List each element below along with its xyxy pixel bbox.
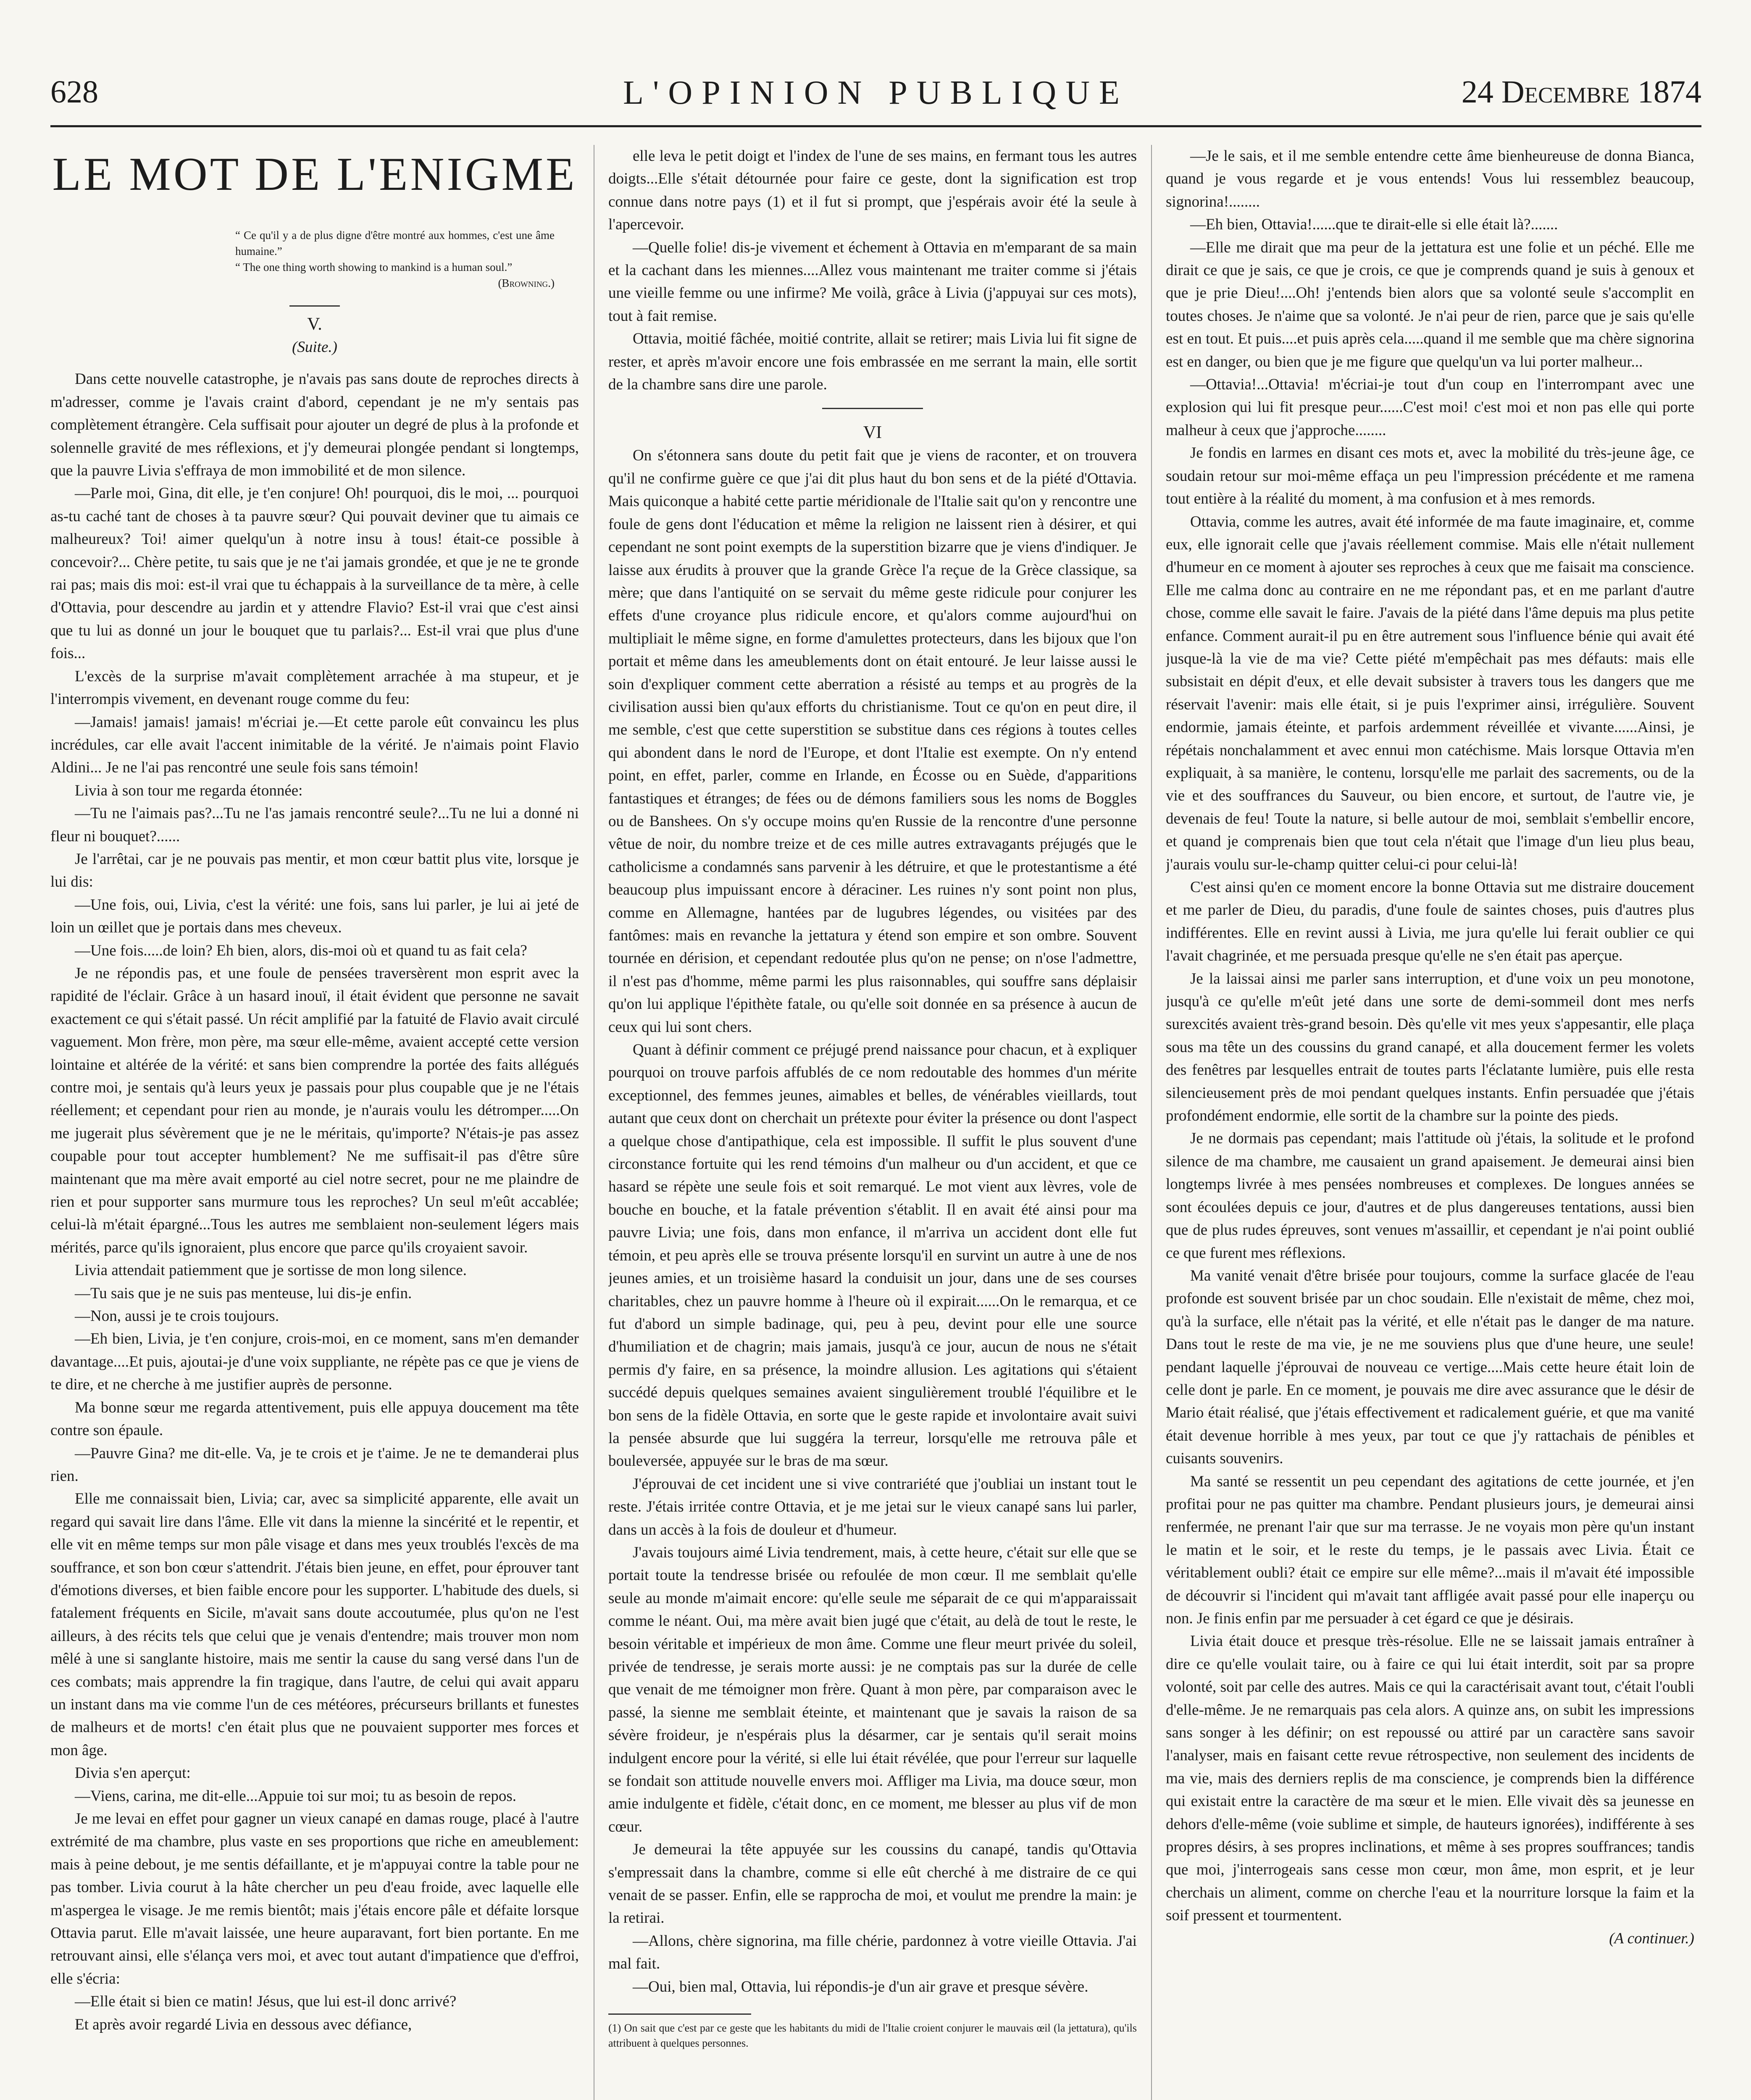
paragraph: On s'étonnera sans doute du petit fait que je viens de raconter, et on trouvera qu'il ne confirme guère ce que j'ai dit plus haut du bon sens et de la piété d'Ottavia. Mais quiconque a habité cette partie méridionale de l'Italie sait qu'on y rencontre une foule de gens dont l'éducation et même la religion ne laissent rien à désirer, et qui cependant ne sont point exempts de la superstition bizarre que je viens d'indiquer. Je laisse aux érudits à prouver que la grande Grèce l'a reçue de la Grèce classique, sa mère; que dans l'antiquité on se servait du même geste ridicule pour conjurer les effets d'une croyance plus ridicule encore, et qu'alors comme aujourd'hui on multipliait le même signe, en forme d'amulettes protecteurs, dans les bijoux que l'on portait et même dans les ameublements dont on était entouré. Je leur laisse aussi le soin d'expliquer comment cette aberration a résisté au temps et au progrès de la civilisation aussi bien qu'aux efforts du christianisme. Tout ce qu'on en peut dire, il me semble, c'est que cette superstition se substitue dans ces régions à toutes celles qui abondent dans le nord de l'Europe, et dont l'Italie est exempte. On n'y entend point, en effet, parler, comme en Irlande, en Écosse ou en Suède, d'apparitions fantastiques et étranges; de fées ou de démons familiers sous les noms de Boggles ou de Banshees. On s'y occupe moins qu'en Russie de la rencontre d'une personne vêtue de noir, du nombre treize et de ces mille autres extravagants préjugés que le catholicisme a condamnés sans parvenir à les détruire, et que le protestantisme a été beaucoup plus impuissant encore à déraciner. Les ruines n'y sont point non plus, comme en Allemagne, hantées par de lugubres légendes, ou visitées par des fantômes: mais en revanche la jettatura y étend son empire et son ombre. Souvent tournée en dérision, et cependant redoutée plus qu'on ne pense; on n'ose l'admettre, il n'est pas d'homme, même parmi les plus raisonnables, qui souffre sans déplaisir qu'on lui applique l'épithète fatale, ou qu'elle soit donnée en sa présence à aucun de ceux qui lui sont chers.	[608, 447, 1137, 1036]
paragraph: —Allons, chère signorina, ma fille chérie, pardonnez à votre vieille Ottavia. J'ai mal fait.	[608, 1932, 1137, 1973]
paragraph: Elle me connaissait bien, Livia; car, avec sa simplicité apparente, elle avait un regard qui savait lire dans l'âme. Elle vit dans la mienne la sincérité et le repentir, et elle vit en même temps sur mon pâle visage et dans mes yeux troublés l'excès de ma souffrance, et son bon cœur s'attendrit. J'étais bien jeune, en effet, pour éprouver tant d'émotions diverses, et bien faible encore pour les supporter. L'habitude des duels, si fatalement fréquents en Sicile, m'avait sans doute accoutumée, plus qu'on ne l'est ailleurs, à des récits tels que celui que je venais d'entendre; mais trouver mon nom mêlé à une si sanglante histoire, mais me sentir la cause du sang versé dans l'un de ces combats; mais apprendre la fin tragique, dans l'autre, de celui qui avait apparu un instant dans ma vie comme l'un de ces météores, précurseurs brillants et funestes de malheurs et de morts! c'en était plus que ne pouvaient supporter mes forces et mon âge.	[50, 1490, 579, 1759]
paragraph: elle leva le petit doigt et l'index de l'une de ses mains, en fermant tous les autres doigts...Elle s'était détournée pour faire ce geste, dont la signification est trop connue dans notre pays (1) et il fut si prompt, que j'espérais avoir été la seule à l'apercevoir.	[608, 147, 1137, 234]
paragraph: —Tu ne l'aimais pas?...Tu ne l'as jamais rencontré seule?...Tu ne lui a donné ni fleur ni bouquet?......	[50, 805, 579, 845]
article-title: LE MOT DE L'ENIGME	[52, 148, 577, 200]
paragraph: —Elle était si bien ce matin! Jésus, que lui est-il donc arrivé?	[75, 1993, 457, 2011]
chapter-number: V.	[307, 315, 322, 334]
column-2	[608, 145, 1137, 2100]
footnote: (1) On sait que c'est par ce geste que les habitants du midi de l'Italie croient conjurer le mauvais œil (la jettatura), qu'ils attribuent à quelques personnes.	[608, 2022, 1137, 2050]
paragraph: Je ne répondis pas, et une foule de pensées traversèrent mon esprit avec la rapidité de l'éclair. Grâce à un hasard inouï, il était évident que personne ne savait exactement ce qui s'était passé. Un récit amplifié par la fatuité de Flavio avait circulé vaguement. Mon frère, mon père, ma sœur elle-même, avaient accepté cette version lointaine et altérée de la vérité: et sans bien comprendre la portée des faits allégués contre moi, je sentais qu'à leurs yeux je passais pour plus coupable que je ne l'étais réellement; et cependant pour rien au monde, je n'aurais voulu les détromper.....On me jugerait plus sévèrement que je ne le méritais, qu'importe? N'étais-je pas assez coupable pour tout accepter humblement? Ne me suffisait-il pas d'être sûre maintenant que ma mère avait emporté au ciel notre secret, pour ne me plaindre de rien et pour supporter sans murmure tous les reproches? Un seul m'eût accablée; celui-là m'était épargné...Tous les autres me semblaient non-seulement légers mais mérités, parce qu'ils ignoraient, plus encore que parce qu'ils croyaient savoir.	[50, 964, 579, 1256]
page-header	[50, 74, 1701, 120]
paragraph: Je l'arrêtai, car je ne pouvais pas mentir, et mon cœur battit plus vite, lorsque je lui dis:	[50, 850, 579, 891]
paragraph: —Tu sais que je ne suis pas menteuse, lui dis-je enfin.	[75, 1284, 412, 1302]
paragraph: Quant à définir comment ce préjugé prend naissance pour chacun, et à expliquer pourquoi on trouve parfois affublés de ce nom redoutable des hommes d'un mérite exceptionnel, des femmes jeunes, aimables et belles, de vénérables vieillards, tout autant que ceux dont on cherchait un prétexte pour éviter la présence ou dont l'aspect a quelque chose d'antipathique, cela est impossible. Il suffit le plus souvent d'une circonstance fortuite qui les rend témoins d'un malheur ou d'un accident, et que ce hasard se répète une seule fois et soit remarqué. Le mot vient aux lèvres, vole de bouche en bouche, et la fatale prévention s'établit. Il en avait été ainsi pour ma pauvre Livia; une fois, dans mon enfance, il m'arriva un accident dont elle fut témoin, et peu après elle se trouva présente lorsqu'il en survint un autre à une de nos jeunes amies, et un troisième hasard la conduisit un jour, dans une de ses courses charitables, chez un pauvre homme à l'heure où il expirait......On le remarqua, et ce fut d'abord un simple badinage, qui, peu à peu, devint pour elle une source d'humiliation et de chagrin; mais jamais, jusqu'à ce jour, aucun de nous ne s'était permis d'y faire, en sa présence, la moindre allusion. Les agitations qui s'étaient succédé depuis quelques semaines avaient singulièrement troublé l'équilibre et le bon sens de la fidèle Ottavia, en sorte que le geste rapide et involontaire avait suivi la pensée absurde que lui suggéra la terreur, lorsqu'elle me retrouva pâle et bouleversée, appuyée sur le bras de ma sœur.	[608, 1041, 1137, 1470]
paragraph: J'éprouvai de cet incident une si vive contrariété que j'oubliai un instant tout le reste. J'étais irritée contre Ottavia, et je me jetai sur le vieux canapé sans lui parler, dans un accès à la fois de douleur et d'humeur.	[608, 1475, 1137, 1538]
paragraph: Et après avoir regardé Livia en dessous avec défiance,	[75, 2016, 412, 2033]
paragraph: —Eh bien, Ottavia!......que te dirait-elle si elle était là?.......	[1190, 216, 1558, 234]
paragraph: —Une fois.....de loin? Eh bien, alors, dis-moi où et quand tu as fait cela?	[75, 942, 527, 959]
paragraph: —Elle me dirait que ma peur de la jettatura est une folie et un péché. Elle me dirait ce que je sais, ce que je crois, ce que je comprends quand je suis à genoux et que je prie Dieu!....Oh! j'entends bien alors que sa volonté seule s'accomplit en toutes choses. Je n'aime que sa volonté. Je n'ai peur de rien, parce que je sais qu'elle est en tout. Et puis....et puis après cela.....quand il me semble que ma chère signorina est en danger, ou bien que je me figure que quelqu'un va lui porter malheur...	[1166, 239, 1694, 370]
paragraph: —Ottavia!...Ottavia! m'écriai-je tout d'un coup en l'interrompant avec une explosion qui lui fit presque peur......C'est moi! c'est moi et non pas elle qui porte malheur à ceux que j'approche........	[1166, 376, 1694, 439]
paragraph: Ma vanité venait d'être brisée pour toujours, comme la surface glacée de l'eau profonde est souvent brisée par un choc soudain. Elle n'existait de même, chez moi, qu'à la surface, elle n'était pas la vérité, et elle n'était pas le danger de ma nature. Dans tout le reste de ma vie, je ne me souviens plus que d'une heure, une seule! pendant laquelle j'éprouvai de nouveau ce vertige....Mais cette heure était loin de celle dont je parle. En ce moment, je pouvais me dire avec assurance que le désir de Mario était réalisé, que j'étais effectivement et radicalement guérie, et que ma vanité était devenue horrible à mes yeux, par tout ce que j'y rattachais de pénibles et cuisants souvenirs.	[1166, 1267, 1694, 1467]
paragraph: Dans cette nouvelle catastrophe, je n'avais pas sans doute de reproches directs à m'adresser, comme je l'avais craint d'abord, cependant je ne m'y sentais pas complètement étrangère. Cela suffisait pour ajouter un degré de plus à la profonde et solennelle gravité de mes réflexions, et j'y demeurai plongée pendant si longtemps, que la pauvre Livia s'effraya de mon immobilité et de mon silence.	[50, 370, 579, 480]
epigraph-english: “ The one thing worth showing to mankind is a human soul.”	[235, 261, 513, 273]
paragraph: L'excès de la surprise m'avait complètement arrachée à ma stupeur, et je l'interrompis vivement, en devenant rouge comme du feu:	[50, 667, 579, 708]
paragraph: —Je le sais, et il me semble entendre cette âme bienheureuse de donna Bianca, quand je vous regarde et je vous entends! Vous lui ressemblez beaucoup, signorina!........	[1166, 147, 1694, 210]
page-number: 628	[50, 74, 98, 110]
paragraph: —Jamais! jamais! jamais! m'écriai je.—Et cette parole eût convaincu les plus incrédules, car elle avait l'accent inimitable de la vérité. Je n'aimais point Flavio Aldini... Je ne l'ai pas rencontré une seule fois sans témoin!	[50, 713, 579, 777]
paragraph: Livia à son tour me regarda étonnée:	[75, 782, 303, 799]
epigraph-french: “ Ce qu'il y a de plus digne d'être montré aux hommes, c'est une âme humaine.”	[235, 229, 555, 257]
column-3-body	[1166, 145, 1694, 1927]
paragraph: Ma bonne sœur me regarda attentivement, puis elle appuya doucement ma tête contre son épaule.	[50, 1399, 579, 1439]
epigraph-source: (Browning.)	[498, 277, 555, 289]
column-1	[50, 145, 579, 2100]
paragraph: —Oui, bien mal, Ottavia, lui répondis-je d'un air grave et presque sévère.	[633, 1978, 1088, 1995]
chapter-suite: (Suite.)	[292, 339, 337, 356]
issue-date: 24 Decembre 1874	[1461, 74, 1701, 110]
chapter-rule	[822, 408, 923, 409]
paragraph: —Viens, carina, me dit-elle...Appuie toi sur moi; tu as besoin de repos.	[75, 1787, 517, 1805]
paragraph: Je demeurai la tête appuyée sur les coussins du canapé, tandis qu'Ottavia s'empressait dans la chambre, comme si elle eût cherché à me distraire de ce qui venait de se passer. Enfin, elle se rapprocha de moi, et voulut me prendre la main: je la retirai.	[608, 1841, 1137, 1927]
column-2-body	[608, 444, 1137, 1998]
paragraph: —Non, aussi je te crois toujours.	[75, 1307, 279, 1325]
epigraph	[235, 227, 555, 291]
paragraph: —Pauvre Gina? me dit-elle. Va, je te crois et je t'aime. Je ne te demanderai plus rien.	[50, 1444, 579, 1485]
paragraph: Je la laissai ainsi me parler sans interruption, et d'une voix un peu monotone, jusqu'à ce qu'elle m'eût jeté dans une sorte de demi-sommeil dont mes nerfs surexcités avaient très-grand besoin. Dès qu'elle vit mes yeux s'appesantir, elle plaça sous ma tête un des coussins du grand canapé, et alla doucement fermer les volets des fenêtres par lesquelles entrait de toutes parts l'éclatante lumière, puis elle resta silencieusement près de moi pendant quelques instants. Enfin persuadée que j'étais profondément endormie, elle sortit de la chambre sur la pointe des pieds.	[1166, 970, 1694, 1125]
paragraph: Divia s'en aperçut:	[75, 1764, 191, 1782]
paragraph: Livia attendait patiemment que je sortisse de mon long silence.	[75, 1262, 467, 1279]
chapter-number: VI	[863, 423, 882, 443]
paragraph: Livia était douce et presque très-résolue. Elle ne se laissait jamais entraîner à dire ce qu'elle voulait taire, ou à faire ce qui lui était interdit, soit par sa propre volonté, soit par celle des autres. Mais ce qui la caractérisait avant tout, c'était l'oubli d'elle-même. Je ne remarquais pas cela alors. A quinze ans, on subit les impressions sans songer à les définir; on est repoussé ou attiré par un caractère sans savoir l'analyser, mais en faisant cette revue rétrospective, non seulement des incidents de ma vie, mais des derniers replis de ma conscience, je comprends bien la différence qui existait entre la caractère de ma sœur et le mien. Elle vivait dès sa jeunesse en dehors d'elle-même (voie sublime et simple, de hauteurs ignorées), indifférente à ses propres désirs, à ses propres inclinations, et même à ses propres souffrances; tandis que moi, j'interrogeais sans cesse mon cœur, mon âme, mon esprit, et je leur cherchais un aliment, comme on cherche l'eau et la nourriture lorsque la faim et la soif pressent et tourmentent.	[1166, 1633, 1694, 1924]
paragraph: Ottavia, moitié fâchée, moitié contrite, allait se retirer; mais Livia lui fit signe de rester, et après m'avoir encore une fois embrassée en me serrant la main, elle sortit de la chambre sans dire une parole.	[608, 330, 1137, 394]
journal-title: L'OPINION PUBLIQUE	[623, 74, 1129, 111]
header-rule	[50, 125, 1701, 127]
paragraph: J'avais toujours aimé Livia tendrement, mais, à cette heure, c'était sur elle que se portait toute la tendresse brisée ou refoulée de mon cœur. Il me semblait qu'elle seule au monde m'aimait encore: qu'elle seule me séparait de ce qui m'apparaissait comme le néant. Oui, ma mère avait bien jugé que c'était, au delà de tout le reste, le besoin véritable et impérieux de mon âme. Comme une fleur meurt privée du soleil, privée de tendresse, je serais morte aussi: je ne comptais pas sur la durée de celle que venait de me témoigner mon frère. Quant à mon père, par comparaison avec le passé, la sienne me semblait éteinte, et maintenant que je savais la raison de sa sévère froideur, je n'espérais plus la désarmer, car je sentais qu'il serait moins indulgent encore pour la vérité, si elle lui était révélée, que pour l'erreur sur laquelle se fondait son attitude nouvelle envers moi. Affliger ma Livia, ma douce sœur, mon amie indulgente et fidèle, c'était donc, en ce moment, me blesser au plus vif de mon cœur.	[608, 1544, 1137, 1835]
paragraph: —Quelle folie! dis-je vivement et échement à Ottavia en m'emparant de sa main et la cachant dans les miennes....Allez vous maintenant me traiter comme si j'étais une vieille femme ou une infirme? Me voilà, grâce à Livia (j'appuyai sur ces mots), tout à fait remise.	[608, 239, 1137, 325]
column-3	[1166, 145, 1694, 2100]
paragraph: C'est ainsi qu'en ce moment encore la bonne Ottavia sut me distraire doucement et me parler de Dieu, du paradis, d'une foule de saintes choses, puis d'autres plus indifférentes. Elle en revint aussi à Livia, me jura qu'elle lui ferait oublier ce qui l'avait chagrinée, et me persuada presque qu'elle ne s'en était pas aperçue.	[1166, 879, 1694, 965]
footnote-rule	[608, 2013, 751, 2015]
column-1-body	[50, 368, 579, 2036]
paragraph: —Une fois, oui, Livia, c'est la vérité: une fois, sans lui parler, je lui ai jeté de loin un œillet que je portais dans mes cheveux.	[50, 896, 579, 937]
column-2-top	[608, 145, 1137, 396]
paragraph: Ottavia, comme les autres, avait été informée de ma faute imaginaire, et, comme eux, elle ignorait celle que j'avais réellement commise. Mais elle n'était nullement d'humeur en ce moment à ajouter ses reproches à ceux que me faisait ma conscience. Elle me calma donc au contraire en ne me répondant pas, et en me parlant d'autre chose, comme elle savait le faire. J'avais de la piété dans l'âme depuis ma plus petite enfance. Comment aurait-il pu en être autrement sous l'influence bénie qui avait été jusque-là la vie de ma vie? Cette piété m'empêchait pas mes défauts: mais elle subsistait en dépit d'eux, et elle devait subsister à travers tous les dangers que me réservait l'avenir: mais elle était, si je puis l'exprimer ainsi, irrégulière. Souvent endormie, jamais éteinte, et parfois ardemment réveillée et vivante......Ainsi, je répétais nonchalamment et avec ennui mon catéchisme. Mais lorsque Ottavia m'en expliquait, à sa manière, le contenu, lorsqu'elle me parlait des sacrements, ou de la vie et des souffrances du Sauveur, ou bien encore, et surtout, de l'autre vie, je devenais de feu! Toute la nature, si belle autour de moi, semblait s'embellir encore, et quand je comprenais bien que tout cela n'était que l'image d'un lieu plus beau, j'aurais voulu sur-le-champ quitter celui-ci pour celui-là!	[1166, 513, 1694, 873]
paragraph: Je ne dormais pas cependant; mais l'attitude où j'étais, la solitude et le profond silence de ma chambre, me causaient un grand apaisement. Je demeurai ainsi bien longtemps livrée à mes pensées nombreuses et complexes. De longues années se sont écoulées depuis ce jour, d'autres et de plus dangereuses tentations, aussi bien que de plus rudes épreuves, sont venues m'assaillir, et cependant je n'ai point oublié ce que furent mes réflexions.	[1166, 1130, 1694, 1262]
paragraph: —Eh bien, Livia, je t'en conjure, crois-moi, en ce moment, sans m'en demander davantage....Et puis, ajoutai-je d'une voix suppliante, ne répète pas ce que je viens de te dire, et ne cherche à me justifier auprès de personne.	[50, 1330, 579, 1394]
paragraph: —Parle moi, Gina, dit elle, je t'en conjure! Oh! pourquoi, dis le moi, ... pourquoi as-tu caché tant de choses à ta pauvre sœur? Qui pouvait deviner que tu aimais ce malheureux? Toi! aimer quelqu'un à notre insu à tous! était-ce possible à concevoir?... Chère petite, tu sais que je ne t'ai jamais grondée, et que je ne te gronde rai pas; mais dis moi: est-il vrai que tu échappais à la surveillance de ta mère, à celle d'Ottavia, pour descendre au jardin et y attendre Flavio? Est-il vrai que c'est ainsi que tu lui as donné un jour le bouquet que tu parlais?... Est-il vrai que plus d'une fois...	[50, 485, 579, 662]
paragraph: Je me levai en effet pour gagner un vieux canapé en damas rouge, placé à l'autre extrémité de ma chambre, plus vaste en ses proportions que riche en ameublement: mais à peine debout, je me sentis défaillante, et je m'appuyai contre la table pour ne pas tomber. Livia courut à la hâte chercher un peu d'eau froide, avec laquelle elle m'aspergea le visage. Je me remis bientôt; mais j'étais encore pâle et défaite lorsque Ottavia parut. Elle m'avait laissée, une heure auparavant, fort bien portante. En me retrouvant ainsi, elle s'élança vers moi, et avec tout autant d'impatience que d'effroi, elle s'écria:	[50, 1810, 579, 1987]
continued-note: (A continuer.)	[1609, 1929, 1694, 1947]
paragraph: Je fondis en larmes en disant ces mots et, avec la mobilité du très-jeune âge, ce soudain retour sur moi-même effaça un peu l'impression précédente et me ramena tout entière à la réalité du moment, à ma confusion et à mes remords.	[1166, 444, 1694, 508]
chapter-rule	[289, 305, 340, 307]
paragraph: Ma santé se ressentit un peu cependant des agitations de cette journée, et j'en profitai pour ne pas quitter ma chambre. Pendant plusieurs jours, je demeurai ainsi renfermée, ne prenant l'air que sur ma terrasse. Je ne voyais mon père qu'un instant le matin et le soir, et le reste du temps, je le passais avec Livia. Était ce véritablement oubli? était ce empire sur elle même?...mais il m'avait été impossible de découvrir si l'incident qui m'avait tant affligée avait passé pour elle inaperçu ou non. Je finis enfin par me persuader à cet égard ce que je désirais.	[1166, 1473, 1694, 1627]
column-divider	[1151, 145, 1152, 2100]
